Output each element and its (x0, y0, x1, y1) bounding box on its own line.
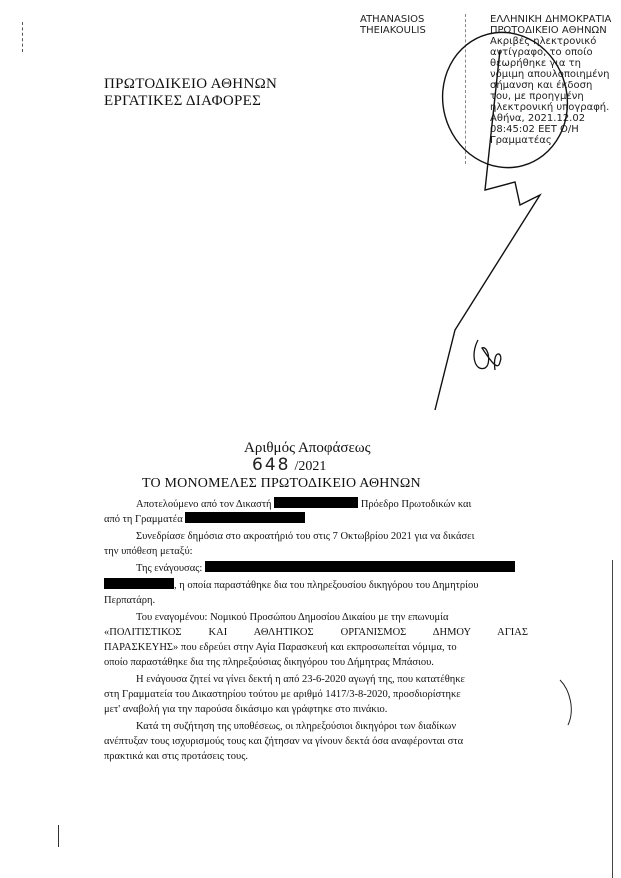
decision-year: /2021 (294, 459, 327, 474)
court-name: ΠΡΩΤΟΔΙΚΕΙΟ ΑΘΗΝΩΝ (104, 76, 278, 92)
signer-name-line2: THEIAKOULIS (360, 25, 426, 36)
sig-line: Γραμματέας (490, 135, 552, 146)
text-run: Της ενάγουσας: (136, 563, 203, 574)
court-division: ΕΡΓΑΤΙΚΕΣ ΔΙΑΦΟΡΕΣ (104, 93, 262, 109)
paragraph (104, 578, 528, 593)
sig-line: θεωρήθηκε για τη (490, 58, 581, 69)
decision-label: Αριθμός Αποφάσεως (244, 440, 371, 456)
decision-number: 648 (252, 455, 291, 475)
sig-line: ηλεκτρονική υπογραφή. (490, 102, 610, 113)
text-run: Πρόεδρο Πρωτοδικών και (360, 499, 472, 510)
sig-line: ΕΛΛΗΝΙΚΗ ΔΗΜΟΚΡΑΤΙΑ (490, 14, 612, 25)
sig-line: νόμιμη απουλοποιημένη (490, 69, 610, 80)
paragraph: την υπόθεση μεταξύ: (104, 546, 193, 557)
margin-scribble (560, 680, 571, 725)
redaction-bar (185, 512, 305, 523)
paragraph: «ΠΟΛΙΤΙΣΤΙΚΟΣ ΚΑΙ ΑΘΛΗΤΙΚΟΣ ΟΡΓΑΝΙΣΜΟΣ ΔΗΜΟΥ ΑΓΙΑΣ (104, 627, 528, 638)
decision-body (104, 497, 528, 764)
redaction-bar (205, 561, 515, 572)
paragraph: μετ' αναβολή για την παρούσα δικάσιμο και γράφτηκε στο πινάκιο. (104, 704, 388, 715)
redaction-bar (274, 497, 358, 508)
paragraph: Περπατάρη. (104, 595, 156, 606)
signature-loop (428, 18, 583, 181)
sig-line: του, με προηγμένη (490, 91, 584, 102)
paragraph (104, 561, 528, 576)
sig-line: αντίγραφο, το οποίο (490, 47, 593, 58)
court-header (104, 76, 277, 110)
paragraph: οποίο παραστάθηκε δια της πληρεξούσιας δικηγόρου του Δήμητρας Μπάσιου. (104, 657, 434, 668)
sig-line: ΠΡΩΤΟΔΙΚΕΙΟ ΑΘΗΝΩΝ (490, 25, 607, 36)
paragraph: Κατά τη συζήτηση της υποθέσεως, οι πληρεξούσιοι δικηγόροι των διαδίκων (136, 721, 457, 732)
text-run: από τη Γραμματέα (104, 514, 183, 525)
sig-line: 08:45:02 EET Ο/Η (490, 124, 579, 135)
paragraph (104, 497, 528, 512)
paragraph: Του εναγομένου: Νομικού Προσώπου Δημοσίου Δικαίου με την επωνυμία (136, 612, 449, 623)
paragraph: ΠΑΡΑΣΚΕΥΗΣ» που εδρεύει στην Αγία Παρασκευή και εκπροσωπείται νόμιμα, το (104, 642, 457, 653)
sig-line: Αθήνα, 2021.12.02 (490, 113, 586, 124)
paragraph: ανέπτυξαν τους ισχυρισμούς τους και ζήτησαν να γίνουν δεκτά όσα αναφέρονται στα (104, 736, 464, 747)
text-run: , η οποία παραστάθηκε δια του πληρεξουσίου δικηγόρου του Δημητρίου (174, 580, 479, 591)
court-title: ΤΟ ΜΟΝΟΜΕΛΕΣ ΠΡΩΤΟΔΙΚΕΙΟ ΑΘΗΝΩΝ (142, 476, 421, 491)
paragraph: Η ενάγουσα ζητεί να γίνει δεκτή η από 23-6-2020 αγωγή της, που κατατέθηκε (136, 674, 465, 685)
text-run: Αποτελούμενο από τον Δικαστή (136, 499, 272, 510)
paragraph (104, 512, 528, 527)
signer-name-line1: ATHANASIOS (360, 14, 425, 25)
sig-line: σήμανση και έκδοση (490, 80, 593, 91)
sig-line: Ακριβές ηλεκτρονικό (490, 36, 597, 47)
paragraph: στη Γραμματεία του Δικαστηρίου τούτου με αριθμό 1417/3-8-2020, προσδιορίστηκε (104, 689, 461, 700)
redaction-bar (104, 578, 174, 589)
paragraph: πρακτικά και στις προτάσεις τους. (104, 751, 248, 762)
decision-number-row (252, 455, 326, 475)
paragraph: Συνεδρίασε δημόσια στο ακροατήριό του στις 7 Οκτωβρίου 2021 για να δικάσει (136, 531, 475, 542)
initials-mark (474, 340, 501, 370)
